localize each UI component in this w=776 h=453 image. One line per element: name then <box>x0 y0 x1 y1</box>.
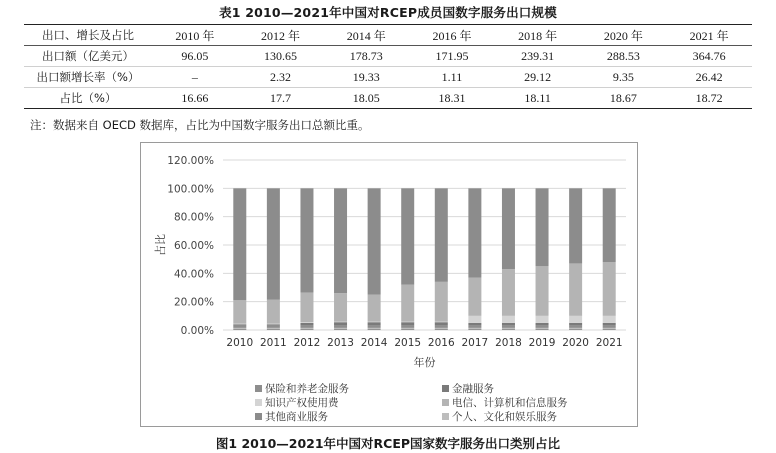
bar-segment <box>368 322 381 323</box>
y-tick-label: 60.00% <box>173 240 214 252</box>
table-cell: 出口额增长率（%） <box>24 67 152 88</box>
bar-segment <box>603 323 616 325</box>
bar-segment <box>468 188 481 277</box>
bar-segment <box>569 323 582 325</box>
table-cell: 130.65 <box>238 46 324 67</box>
table-cell: 18.11 <box>495 88 581 109</box>
bar-segment <box>334 322 347 323</box>
table-cell: 178.73 <box>323 46 409 67</box>
legend-item <box>255 381 349 396</box>
bar-segment <box>435 322 448 325</box>
bar-segment <box>502 329 515 330</box>
bar-segment <box>536 323 549 325</box>
bar-segment <box>401 329 414 330</box>
bar-segment <box>368 325 381 328</box>
table-header-cell: 2020 年 <box>581 25 667 46</box>
bar-segment <box>502 188 515 269</box>
bar-segment <box>603 325 616 328</box>
bar-segment <box>603 188 616 262</box>
bar-segment <box>368 295 381 322</box>
table-header-row <box>24 25 752 46</box>
bar-segment <box>334 322 347 325</box>
bar-segment <box>233 328 246 329</box>
table-cell: 18.05 <box>323 88 409 109</box>
y-tick-label: 40.00% <box>173 268 214 281</box>
bar-segment <box>502 323 515 325</box>
x-axis-title: 年份 <box>413 356 436 369</box>
legend-swatch <box>442 413 449 420</box>
legend-label: 知识产权使用费 <box>265 397 339 409</box>
bar-segment <box>267 324 280 325</box>
bar-segment <box>233 300 246 323</box>
table-cell: 16.66 <box>152 88 238 109</box>
table-note: 注：数据来自 OECD 数据库，占比为中国数字服务出口总额比重。 <box>30 118 370 132</box>
bar-segment <box>603 328 616 329</box>
legend-label: 保险和养老金服务 <box>265 383 349 395</box>
bar-segment <box>300 323 313 325</box>
bar-segment <box>368 328 381 329</box>
bar-segment <box>536 188 549 266</box>
bar-segment <box>300 188 313 292</box>
bar-segment <box>334 329 347 330</box>
bar-segment <box>267 324 280 325</box>
table-cell: 364.76 <box>666 46 752 67</box>
table-header-cell: 2014 年 <box>323 25 409 46</box>
bar-segment <box>334 325 347 328</box>
bar-segment <box>569 316 582 323</box>
legend-swatch <box>442 385 449 392</box>
x-tick-label: 2010 <box>226 337 254 349</box>
table-cell: 171.95 <box>409 46 495 67</box>
bar-segment <box>334 293 347 321</box>
legend-item <box>442 409 557 424</box>
table-cell: 出口额（亿美元） <box>24 46 152 67</box>
table-cell: 288.53 <box>581 46 667 67</box>
bar-segment <box>401 285 414 322</box>
bar-segment <box>536 328 549 329</box>
bar-segment <box>368 188 381 294</box>
table-cell: – <box>152 67 238 88</box>
legend-label: 其他商业服务 <box>265 411 328 423</box>
bar-segment <box>569 329 582 330</box>
bar-segment <box>435 328 448 329</box>
bar-segment <box>502 328 515 329</box>
table-row <box>24 88 752 109</box>
bar-segment <box>233 326 246 328</box>
bar-segment <box>603 262 616 316</box>
x-tick-label: 2020 <box>562 337 589 349</box>
bar-segment <box>468 325 481 328</box>
table-cell: 26.42 <box>666 67 752 88</box>
bar-segment <box>569 188 582 263</box>
y-tick-label: 120.00% <box>167 155 214 167</box>
bar-segment <box>368 329 381 330</box>
table-cell: 19.33 <box>323 67 409 88</box>
bar-segment <box>401 188 414 284</box>
legend-item <box>442 381 494 396</box>
bar-segment <box>468 316 481 323</box>
bar-segment <box>435 322 448 323</box>
x-tick-label: 2011 <box>260 337 287 349</box>
legend-swatch <box>255 399 262 406</box>
bar-segment <box>536 325 549 328</box>
legend-swatch <box>255 385 262 392</box>
bar-segment <box>536 329 549 330</box>
bar-segment <box>435 329 448 330</box>
table-cell: 96.05 <box>152 46 238 67</box>
table-cell: 18.67 <box>581 88 667 109</box>
table-cell: 239.31 <box>495 46 581 67</box>
bar-segment <box>468 278 481 316</box>
bar-segment <box>502 325 515 328</box>
table-row <box>24 46 752 67</box>
bar-segment <box>603 329 616 330</box>
bar-segment <box>468 323 481 325</box>
x-tick-label: 2018 <box>495 337 522 349</box>
bar-segment <box>233 324 246 325</box>
bar-segment <box>435 325 448 328</box>
legend-item <box>255 409 328 424</box>
x-tick-label: 2021 <box>595 337 623 349</box>
bar-segment <box>401 322 414 325</box>
bar-segment <box>468 328 481 329</box>
table-header-cell: 2016 年 <box>409 25 495 46</box>
table-header-cell: 出口、增长及占比 <box>24 25 152 46</box>
legend-label: 个人、文化和娱乐服务 <box>452 411 557 423</box>
bar-segment <box>502 269 515 316</box>
bar-segment <box>233 329 246 330</box>
table-title: 表1 2010—2021年中国对RCEP成员国数字服务出口规模 <box>219 5 557 20</box>
figure-title: 图1 2010—2021年中国对RCEP国家数字服务出口类别占比 <box>215 436 561 451</box>
bar-segment <box>267 300 280 324</box>
bar-segment <box>267 188 280 299</box>
bar-segment <box>401 325 414 328</box>
bar-segment <box>502 316 515 323</box>
x-tick-label: 2014 <box>360 337 388 349</box>
bar-segment <box>603 316 616 323</box>
table-cell: 占比（%） <box>24 88 152 109</box>
table-cell: 17.7 <box>238 88 324 109</box>
bar-segment <box>536 316 549 323</box>
x-tick-label: 2017 <box>461 337 489 349</box>
x-tick-label: 2016 <box>427 337 455 349</box>
x-tick-label: 2012 <box>293 337 321 349</box>
bar-segment <box>267 328 280 329</box>
bar-segment <box>267 326 280 328</box>
bar-segment <box>468 329 481 330</box>
bar-segment <box>435 188 448 281</box>
bar-segment <box>569 325 582 328</box>
y-tick-label: 100.00% <box>167 183 214 196</box>
legend-item <box>442 395 568 410</box>
export-table <box>24 24 752 109</box>
legend-label: 金融服务 <box>452 383 494 395</box>
table-cell: 9.35 <box>581 67 667 88</box>
x-tick-label: 2019 <box>528 337 556 349</box>
bar-segment <box>233 188 246 300</box>
bar-segment <box>233 324 246 325</box>
table-header-cell: 2018 年 <box>495 25 581 46</box>
x-tick-label: 2013 <box>327 337 354 349</box>
table-header-cell: 2010 年 <box>152 25 238 46</box>
legend-item <box>255 395 339 410</box>
table-row <box>24 67 752 88</box>
bar-segment <box>267 329 280 330</box>
bar-segment <box>300 328 313 329</box>
table-cell: 29.12 <box>495 67 581 88</box>
table-cell: 2.32 <box>238 67 324 88</box>
bar-segment <box>300 292 313 322</box>
table-cell: 18.31 <box>409 88 495 109</box>
bar-segment <box>300 329 313 330</box>
bar-segment <box>334 188 347 293</box>
stacked-bar-chart <box>140 142 638 427</box>
bar-segment <box>569 263 582 315</box>
bar-segment <box>334 328 347 329</box>
bar-segment <box>368 322 381 325</box>
bar-segment <box>401 322 414 323</box>
bar-segment <box>401 328 414 329</box>
legend-swatch <box>255 413 262 420</box>
bar-segment <box>569 328 582 329</box>
legend-swatch <box>442 399 449 406</box>
y-tick-label: 80.00% <box>173 211 214 224</box>
bar-segment <box>300 322 313 323</box>
bar-segment <box>435 282 448 322</box>
bar-segment <box>536 266 549 316</box>
bar-segment <box>300 325 313 328</box>
y-tick-label: 0.00% <box>180 325 214 337</box>
table-header-cell: 2012 年 <box>238 25 324 46</box>
table-cell: 1.11 <box>409 67 495 88</box>
y-tick-label: 20.00% <box>173 296 214 309</box>
x-tick-label: 2015 <box>394 337 422 349</box>
table-cell: 18.72 <box>666 88 752 109</box>
legend-label: 电信、计算机和信息服务 <box>452 397 568 409</box>
table-header-cell: 2021 年 <box>666 25 752 46</box>
y-axis-title: 占比 <box>154 234 167 256</box>
